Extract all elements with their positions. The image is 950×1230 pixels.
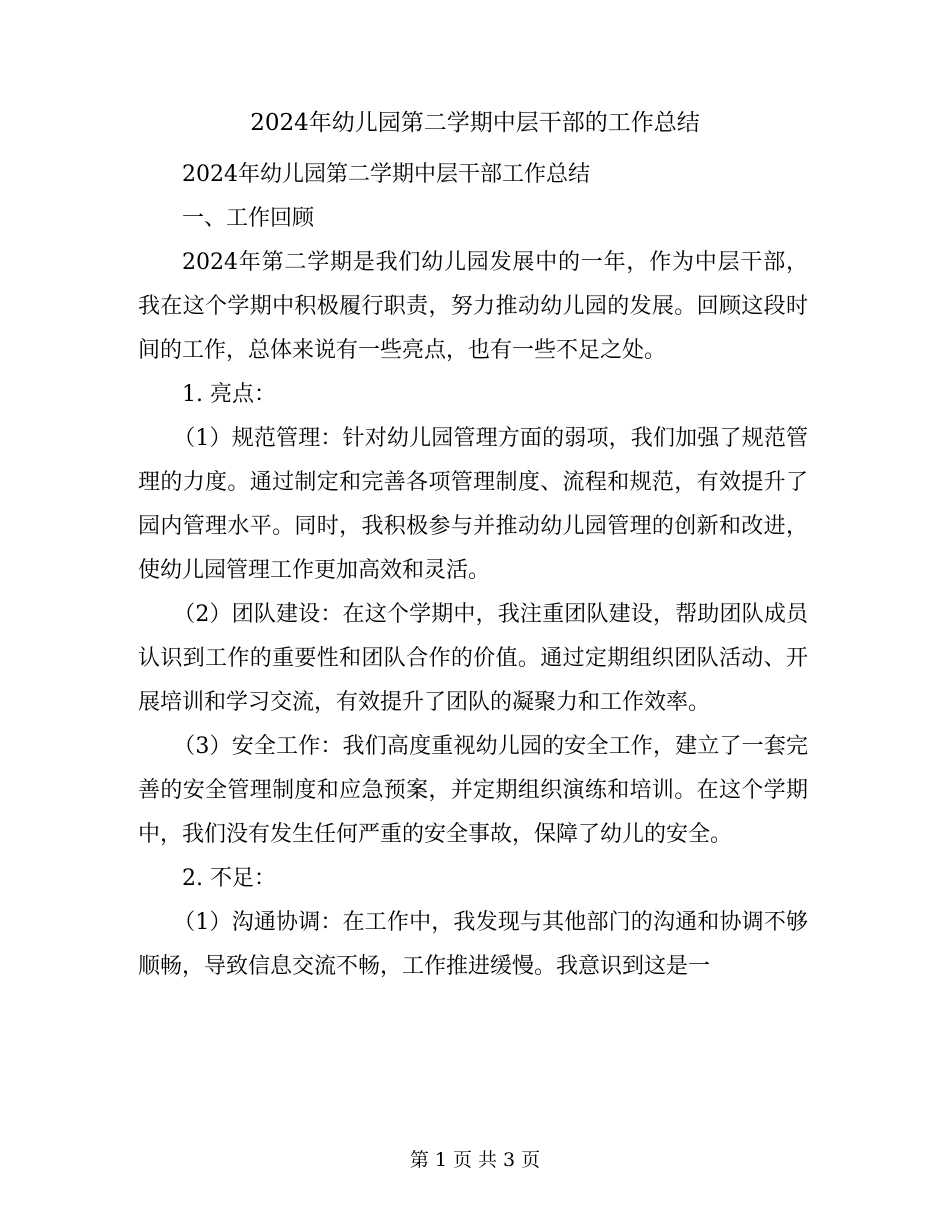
page-number-current: 1 <box>434 1149 447 1171</box>
document-subtitle: 2024年幼儿园第二学期中层干部工作总结 <box>182 162 590 187</box>
page-number-prefix: 第 <box>409 1149 429 1171</box>
page-number-suffix: 页 <box>521 1149 541 1171</box>
highlight-paragraph-standard-management: （1）规范管理：针对幼儿园管理方面的弱项，我们加强了规范管理的力度。通过制定和完善各项管理制度、流程和规范，有效提升了园内管理水平。同时，我积极参与并推动幼儿园管理的创新和改进，使幼儿园管理工作更加高效和灵活。 <box>138 426 808 583</box>
highlights-heading: 1. 亮点： <box>182 382 276 407</box>
shortcoming-paragraph-communication: （1）沟通协调：在工作中，我发现与其他部门的沟通和协调不够顺畅，导致信息交流不畅，工作推进缓慢。我意识到这是一 <box>138 910 808 979</box>
shortcomings-heading: 2. 不足： <box>182 866 276 891</box>
highlight-paragraph-team-building: （2）团队建设：在这个学期中，我注重团队建设，帮助团队成员认识到工作的重要性和团队合作的价值。通过定期组织团队活动、开展培训和学习交流，有效提升了团队的凝聚力和工作效率。 <box>138 602 808 715</box>
document-title: 2024年幼儿园第二学期中层干部的工作总结 <box>250 110 700 136</box>
section-heading: 一、工作回顾 <box>182 206 315 231</box>
highlight-paragraph-safety-work: （3）安全工作：我们高度重视幼儿园的安全工作，建立了一套完善的安全管理制度和应急预案，并定期组织演练和培训。在这个学期中，我们没有发生任何严重的安全事故，保障了幼儿的安全。 <box>138 734 808 847</box>
page-number-total: 3 <box>503 1149 516 1171</box>
page-footer <box>0 1145 950 1175</box>
page-number-middle: 页 共 <box>452 1149 498 1171</box>
intro-paragraph: 2024年第二学期是我们幼儿园发展中的一年，作为中层干部，我在这个学期中积极履行职责，努力推动幼儿园的发展。回顾这段时间的工作，总体来说有一些亮点，也有一些不足之处。 <box>138 250 808 363</box>
document-body <box>138 153 808 989</box>
